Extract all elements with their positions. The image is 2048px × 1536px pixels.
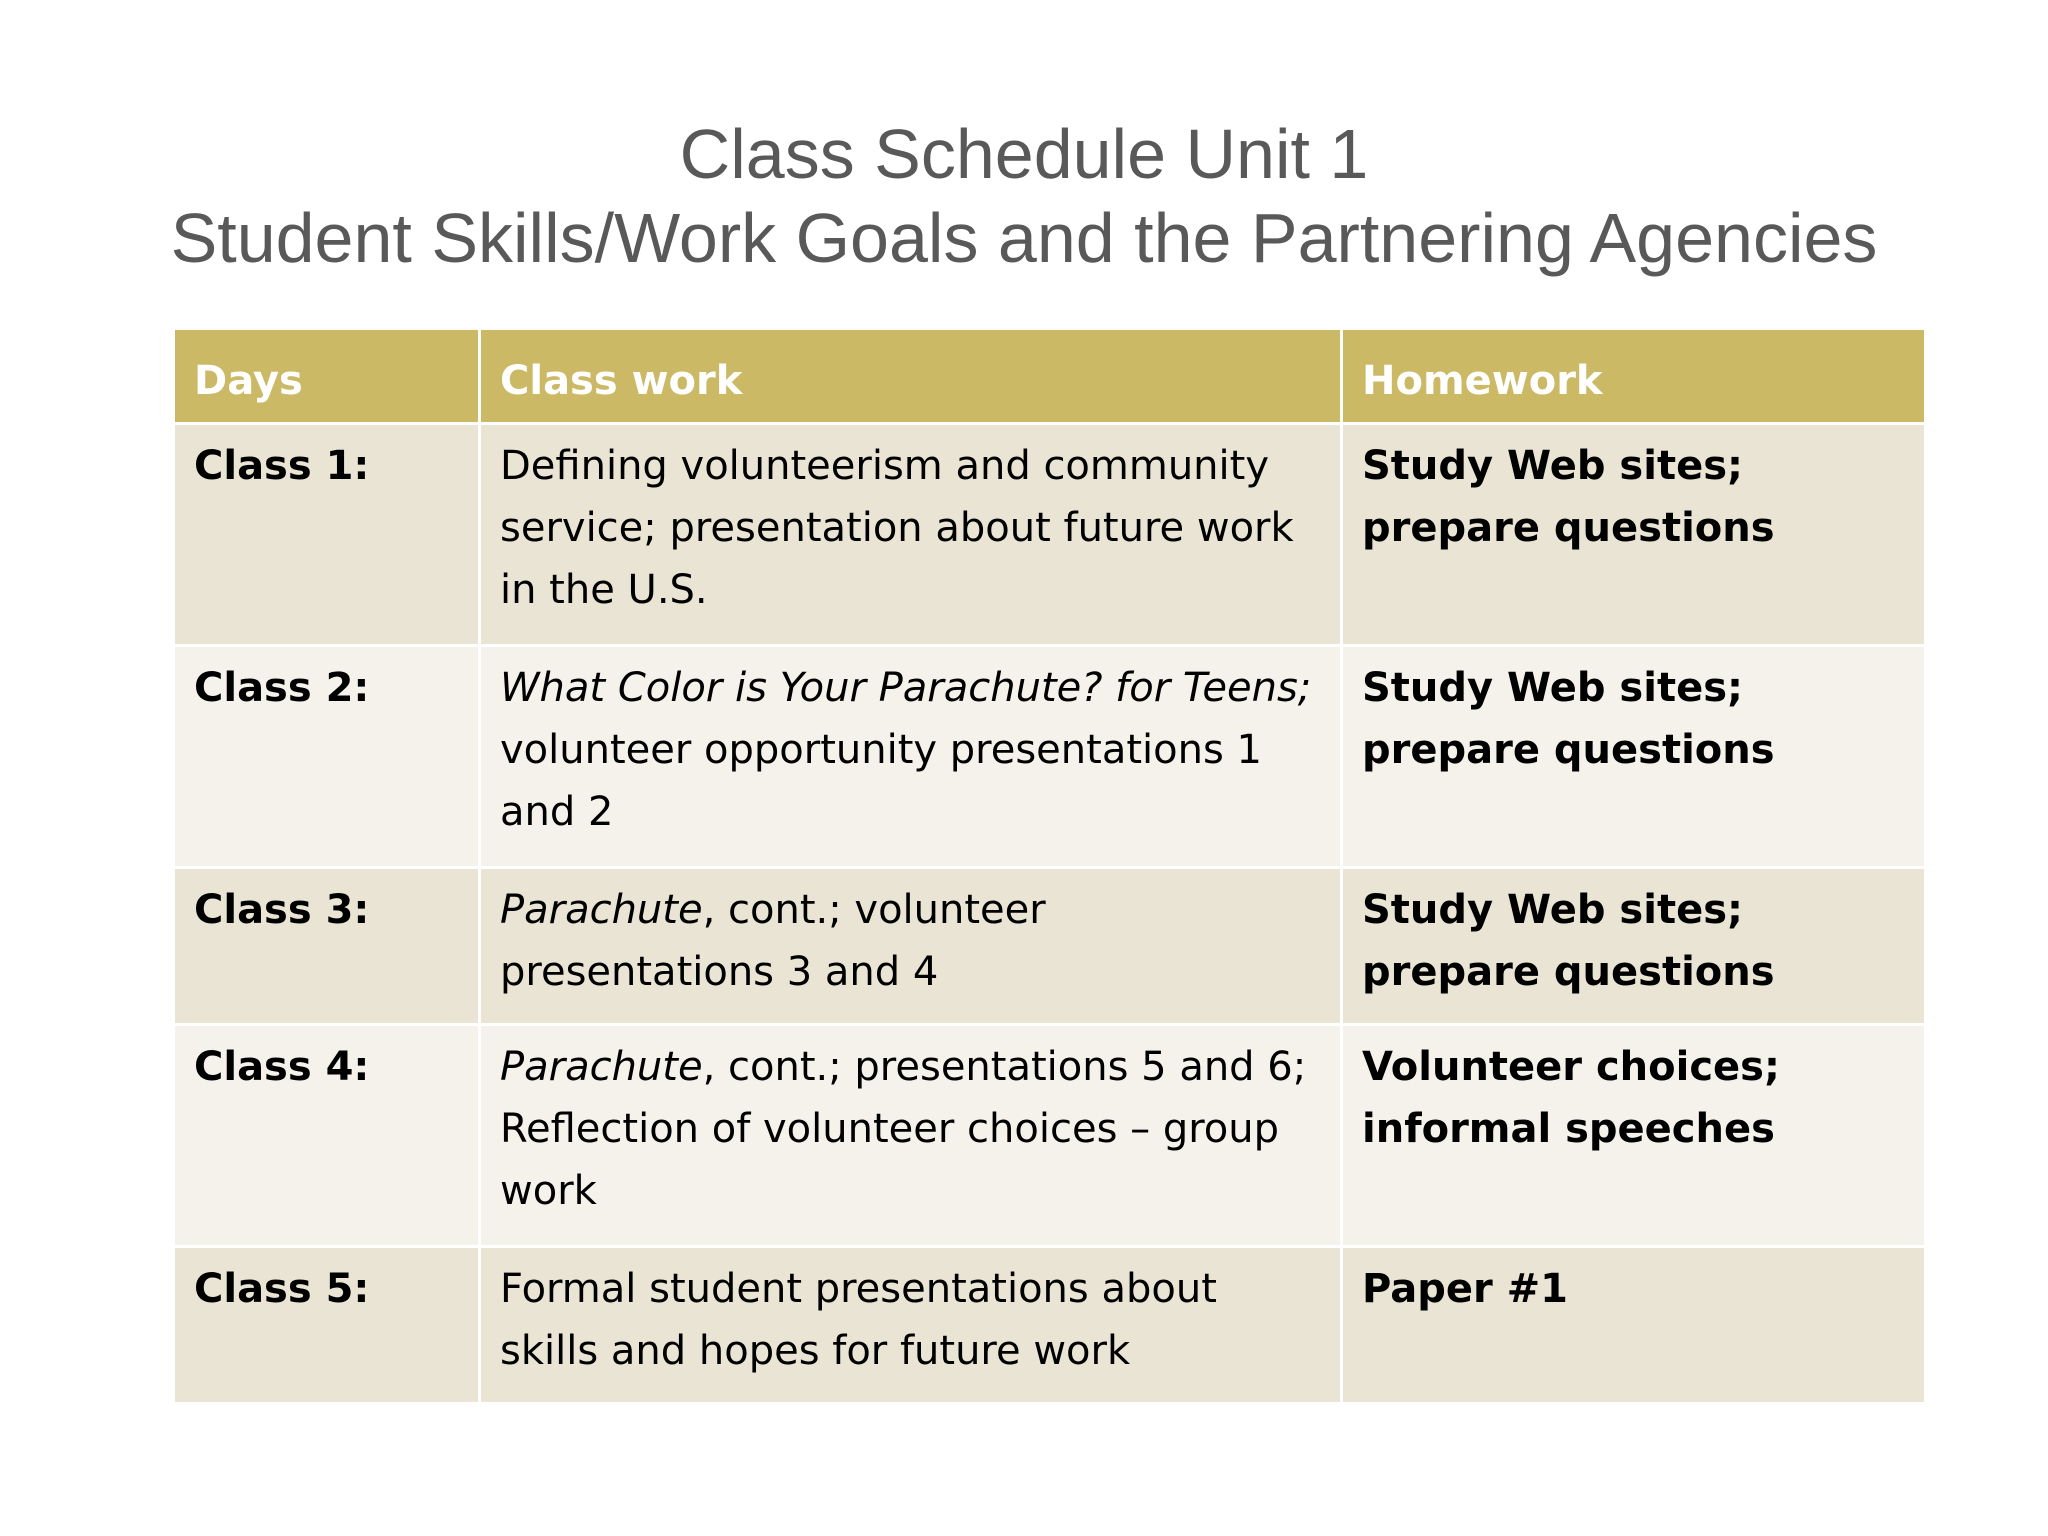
table-row — [174, 1025, 1926, 1247]
table-row — [174, 646, 1926, 868]
class-work-cell — [480, 868, 1342, 1025]
homework-cell: Study Web sites; prepare questions — [1342, 868, 1926, 1025]
class-work-italic: What Color is Your Parachute? for Teens; — [500, 665, 1312, 711]
class-work-text: , cont.; volunteer presentations 3 and 4 — [500, 887, 1046, 995]
homework-cell: Study Web sites; prepare questions — [1342, 646, 1926, 868]
class-work-text: Formal student presentations about skills and hopes for future work — [500, 1266, 1217, 1374]
header-homework: Homework — [1342, 329, 1926, 424]
class-work-cell — [480, 646, 1342, 868]
class-work-italic: Parachute — [500, 1044, 703, 1090]
table-row — [174, 1247, 1926, 1404]
class-work-cell — [480, 1247, 1342, 1404]
homework-cell: Volunteer choices; informal speeches — [1342, 1025, 1926, 1247]
header-class-work: Class work — [480, 329, 1342, 424]
table-row — [174, 868, 1926, 1025]
schedule-table — [172, 327, 1927, 1405]
homework-cell: Study Web sites; prepare questions — [1342, 424, 1926, 646]
class-work-text: Defining volunteerism and community service; presentation about future work in the U.S. — [500, 443, 1294, 613]
day-cell: Class 1: — [174, 424, 480, 646]
class-work-cell — [480, 424, 1342, 646]
day-cell: Class 3: — [174, 868, 480, 1025]
slide-title — [0, 112, 2048, 280]
day-cell: Class 4: — [174, 1025, 480, 1247]
homework-cell: Paper #1 — [1342, 1247, 1926, 1404]
class-work-text: , cont.; presentations 5 and 6; Reflection of volunteer choices – group work — [500, 1044, 1307, 1214]
table-header-row — [174, 329, 1926, 424]
day-cell: Class 5: — [174, 1247, 480, 1404]
title-line-1: Class Schedule Unit 1 — [679, 115, 1369, 193]
class-work-italic: Parachute — [500, 887, 703, 933]
class-work-cell — [480, 1025, 1342, 1247]
class-work-text: volunteer opportunity presentations 1 and 2 — [500, 727, 1262, 835]
title-line-2: Student Skills/Work Goals and the Partnering Agencies — [170, 199, 1878, 277]
table-row — [174, 424, 1926, 646]
day-cell: Class 2: — [174, 646, 480, 868]
header-days: Days — [174, 329, 480, 424]
